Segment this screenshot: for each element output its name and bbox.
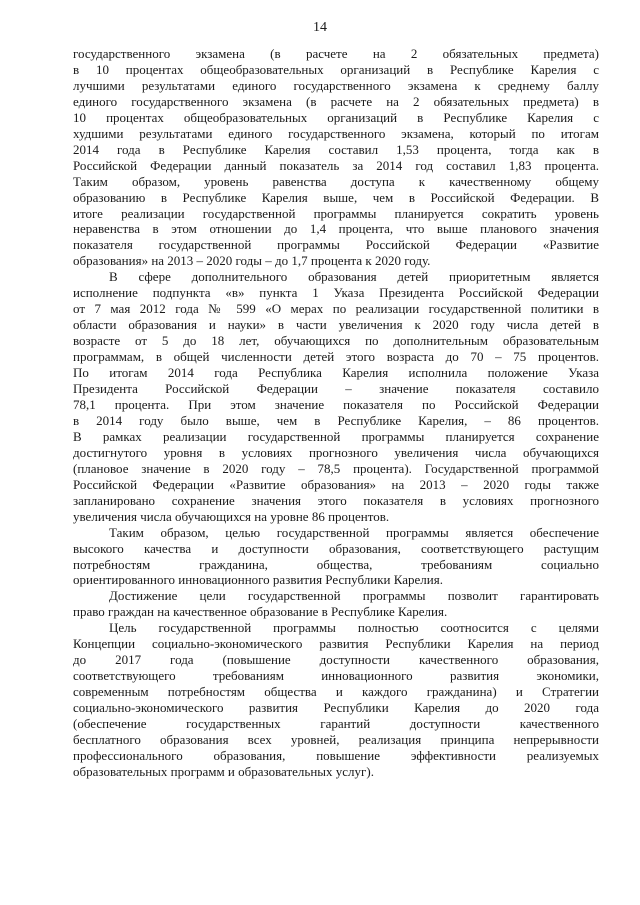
text-line: неравенства в этом отношении до 1,4 процента, что выше планового значения [73,221,599,237]
body-text [73,46,599,780]
text-line: социально-экономического развития Республики Карелия до 2020 года [73,700,599,716]
paragraph-2 [73,269,599,524]
text-line: 2014 года в Республике Карелия составил 1,53 процента, тогда как в [73,141,599,157]
text-line: По итогам 2014 года Республика Карелия исполнила положение Указа [73,365,599,381]
page-number: 14 [313,20,327,35]
text-line: достигнутого уровня в условиях прогнозного увеличения числа обучающихся [73,444,599,460]
text-line: соответствующего требованиям инновационного развития экономики, [73,668,599,684]
text-line: худшими результатами единого государственного экзамена, который по итогам [73,125,599,141]
text-line: современным потребностям общества и каждого гражданина) и Стратегии [73,684,599,700]
text-line: (плановое значение в 2020 году – 78,5 процента). Государственной программой [73,460,599,476]
text-line: исполнение подпункта «в» пункта 1 Указа Президента Российской Федерации [73,285,599,301]
text-line: бесплатного образования всех уровней, реализация принципа непрерывности [73,731,599,747]
text-line: Таким образом, целью государственной программы является обеспечение [109,524,599,540]
text-line: В рамках реализации государственной программы планируется сохранение [73,428,599,444]
paragraph-3 [73,525,599,589]
text-line: профессионального образования, повышение эффективности реализуемых [73,747,599,763]
text-line: от 7 мая 2012 года № 599 «О мерах по реализации государственной политики в [73,301,599,317]
text-line: высокого качества и доступности образования, соответствующего растущим [73,540,599,556]
text-line: запланировано сохранение значения этого показателя в условиях прогнозного [73,492,599,508]
text-line: лучшими результатами единого государственного экзамена к среднему баллу [73,77,599,93]
text-line: показателя государственной программы Российской Федерации «Развитие [73,237,599,253]
text-line: в 2014 году было выше, чем в Республике Карелия, – 86 процентов. [73,412,599,428]
text-line: В сфере дополнительного образования детей приоритетным является [109,269,599,285]
text-line: возрасте от 5 до 18 лет, обучающихся по дополнительным образовательным [73,333,599,349]
text-line: итоге реализации государственной программы планируется сократить уровень [73,205,599,221]
text-line: 78,1 процента. При этом значение показателя по Российской Федерации [73,396,599,412]
text-line: Президента Российской Федерации – значение показателя составило [73,381,599,397]
text-line: Российской Федерации «Развитие образования» на 2013 – 2020 годы также [73,476,599,492]
paragraph-4 [73,588,599,620]
text-line: Российской Федерации данный показатель за 2014 год составил 1,83 процента. [73,157,599,173]
text-line: образовательных программ и образовательных услуг). [73,763,374,779]
text-line: ориентированного инновационного развития Республики Карелия. [73,572,443,588]
text-line: образованию в Республике Карелия выше, чем в Российской Федерации. В [73,189,599,205]
text-line: (обеспечение государственных гарантий доступности качественного [73,716,599,732]
text-line: единого государственного экзамена (в расчете на 2 обязательных предмета) в [73,93,599,109]
text-line: программам, в общей численности детей этого возраста до 70 – 75 процентов. [73,349,599,365]
text-line: Таким образом, уровень равенства доступа к качественному общему [73,173,599,189]
text-line: потребностям гражданина, общества, требованиям социально [73,556,599,572]
text-line: Цель государственной программы полностью соотносится с целями [109,620,599,636]
text-line: 10 процентах общеобразовательных организаций в Республике Карелия с [73,109,599,125]
text-line: право граждан на качественное образование в Республике Карелия. [73,604,448,620]
paragraph-5 [73,620,599,780]
text-line: увеличения числа обучающихся на уровне 86 процентов. [73,508,390,524]
text-line: области образования и науки» в части увеличения к 2020 году числа детей в [73,317,599,333]
text-line: до 2017 года (повышение доступности качественного образования, [73,652,599,668]
text-line: в 10 процентах общеобразовательных организаций в Республике Карелия с [73,61,599,77]
text-line: образования» на 2013 – 2020 годы – до 1,7 процента к 2020 году. [73,253,431,269]
text-line: Концепции социально-экономического развития Республики Карелия на период [73,636,599,652]
text-line: государственного экзамена (в расчете на 2 обязательных предмета) [73,46,599,61]
text-line: Достижение цели государственной программы позволит гарантировать [109,588,599,604]
paragraph-1 [73,46,599,269]
